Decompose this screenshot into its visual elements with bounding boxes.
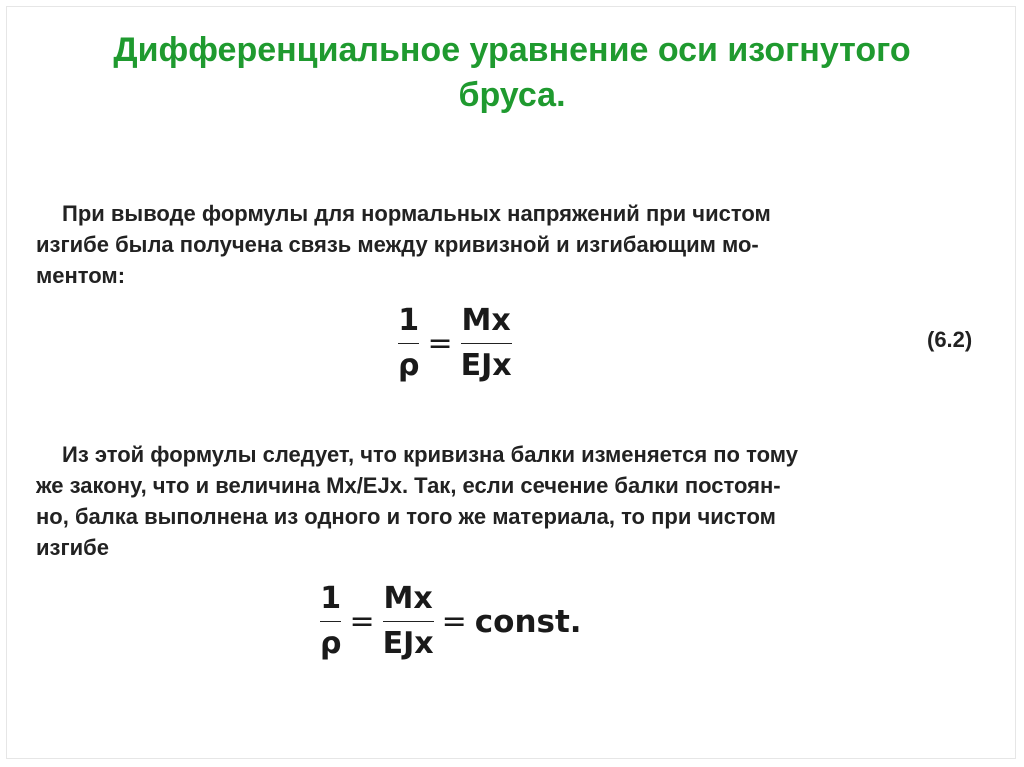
fraction-bar xyxy=(461,343,512,344)
slide-title xyxy=(0,28,1024,118)
fraction-bar xyxy=(320,621,341,622)
paragraph-2-line-2: же закону, что и величина Mx/EJx. Так, если сечение балки постоян- xyxy=(36,473,781,498)
numerator-mx: Mx xyxy=(461,303,511,338)
equals-sign: = xyxy=(349,604,375,639)
paragraph-2-line-1: Из этой формулы следует, что кривизна балки изменяется по тому xyxy=(62,442,798,467)
fraction-bar xyxy=(383,621,434,622)
fraction-mx-over-ejx xyxy=(461,302,512,385)
paragraph-1-line-1: При выводе формулы для нормальных напряжений при чистом xyxy=(62,201,771,226)
numerator-mx: Mx xyxy=(383,581,433,616)
paragraph-2-line-4: изгибе xyxy=(36,535,109,560)
title-line-2: бруса. xyxy=(458,76,566,114)
paragraph-1-line-2: изгибе была получена связь между кривизной и изгибающим мо- xyxy=(36,232,759,257)
const-label: const. xyxy=(474,603,582,640)
denominator-ejx: EJx xyxy=(382,626,434,661)
paragraph-2 xyxy=(36,439,996,563)
title-line-1: Дифференциальное уравнение оси изогнутого xyxy=(113,31,911,69)
fraction-mx-over-ejx xyxy=(383,580,434,663)
denominator-rho: ρ xyxy=(398,348,420,383)
formula-curvature xyxy=(398,302,512,385)
denominator-rho: ρ xyxy=(320,626,342,661)
fraction-one-over-rho xyxy=(398,302,419,385)
paragraph-2-line-3: но, балка выполнена из одного и того же материала, то при чистом xyxy=(36,504,776,529)
formula-constant-curvature xyxy=(320,580,582,663)
fraction-one-over-rho xyxy=(320,580,341,663)
numerator-one: 1 xyxy=(398,303,420,338)
equals-sign: = xyxy=(441,604,467,639)
paragraph-1-line-3: ментом: xyxy=(36,263,126,288)
numerator-one: 1 xyxy=(320,581,342,616)
fraction-bar xyxy=(398,343,419,344)
equals-sign: = xyxy=(427,326,453,361)
equation-number: (6.2) xyxy=(927,327,973,352)
paragraph-1 xyxy=(36,198,996,291)
denominator-ejx: EJx xyxy=(460,348,512,383)
